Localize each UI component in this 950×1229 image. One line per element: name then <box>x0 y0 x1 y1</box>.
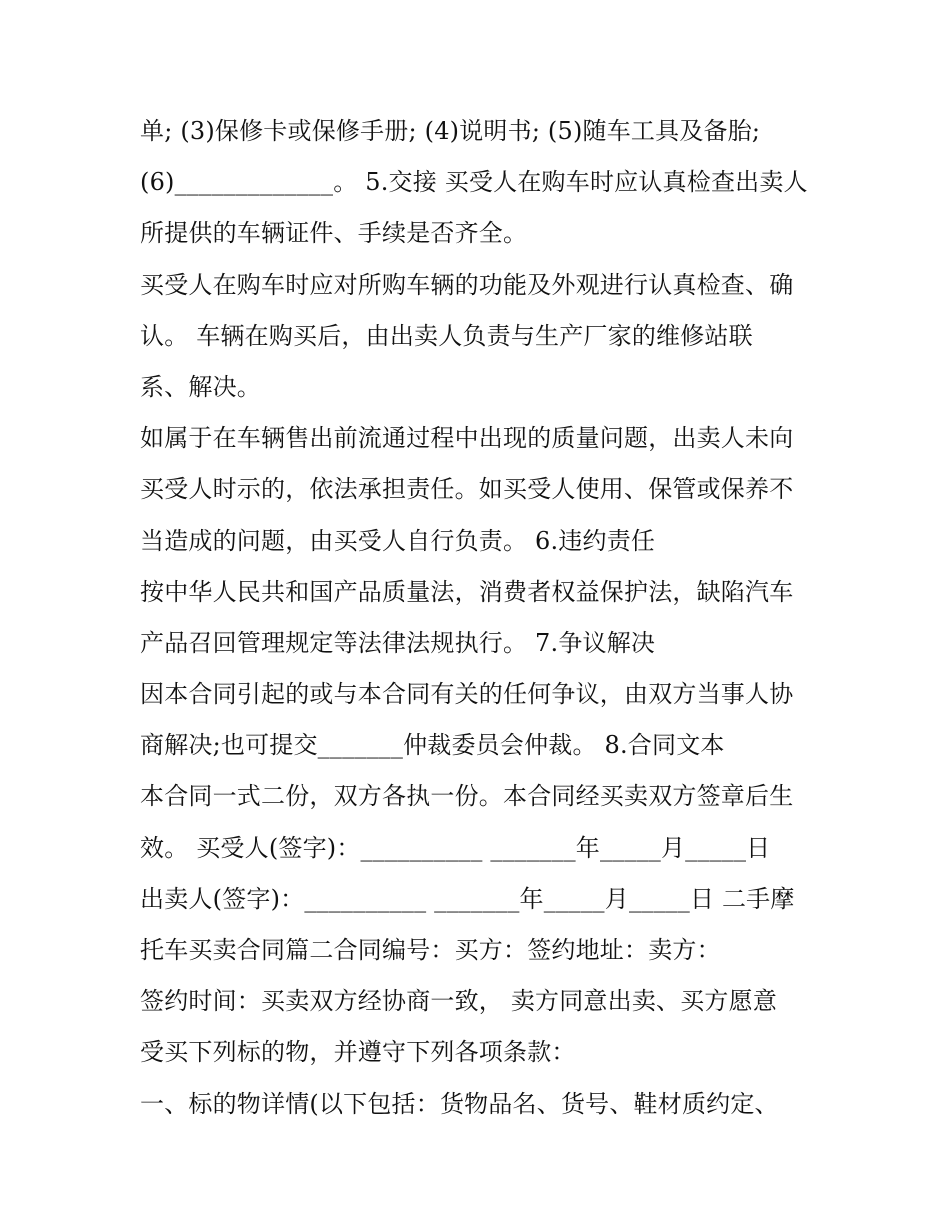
text-line: (6)_____________。 5.交接 买受人在购车时应认真检查出卖人 <box>140 168 808 197</box>
text-line: 如属于在车辆售出前流通过程中出现的质量问题，出卖人未向 <box>140 424 794 453</box>
text-line: 因本合同引起的或与本合同有关的任何争议，由双方当事人协 <box>140 680 794 709</box>
text-line: 按中华人民共和国产品质量法，消费者权益保护法，缺陷汽车 <box>140 577 794 606</box>
text-line: 受买下列标的物，并遵守下列各项条款： <box>140 1038 576 1067</box>
text-line: 买受人在购车时应对所购车辆的功能及外观进行认真检查、确 <box>140 270 794 299</box>
text-line: 所提供的车辆证件、手续是否齐全。 <box>140 219 528 248</box>
text-line: 出卖人(签字)：__________ _______年_____月_____日 二手摩 <box>140 884 795 913</box>
text-line: 认。 车辆在购买后，由出卖人负责与生产厂家的维修站联 <box>140 321 753 350</box>
text-line: 系、解决。 <box>140 372 261 401</box>
text-line: 一、标的物详情(以下包括：货物品名、货号、鞋材质约定、 <box>140 1089 779 1118</box>
text-line: 商解决;也可提交_______仲裁委员会仲裁。 8.合同文本 <box>140 731 725 760</box>
text-line: 效。 买受人(签字)：__________ _______年_____月_____日 <box>140 833 771 862</box>
contract-text <box>140 106 840 1130</box>
text-line: 当造成的问题，由买受人自行负责。 6.违约责任 <box>140 526 656 555</box>
text-line: 产品召回管理规定等法律法规执行。 7.争议解决 <box>140 628 656 657</box>
text-line: 买受人时示的，依法承担责任。如买受人使用、保管或保养不 <box>140 475 794 504</box>
text-line: 托车买卖合同篇二合同编号：买方：签约地址：卖方： <box>140 936 721 964</box>
text-line: 签约时间：买卖双方经协商一致， 卖方同意出卖、买方愿意 <box>140 987 778 1016</box>
text-line: 单; (3)保修卡或保修手册; (4)说明书; (5)随车工具及备胎; <box>140 117 761 145</box>
text-line: 本合同一式二份，双方各执一份。本合同经买卖双方签章后生 <box>140 782 794 811</box>
